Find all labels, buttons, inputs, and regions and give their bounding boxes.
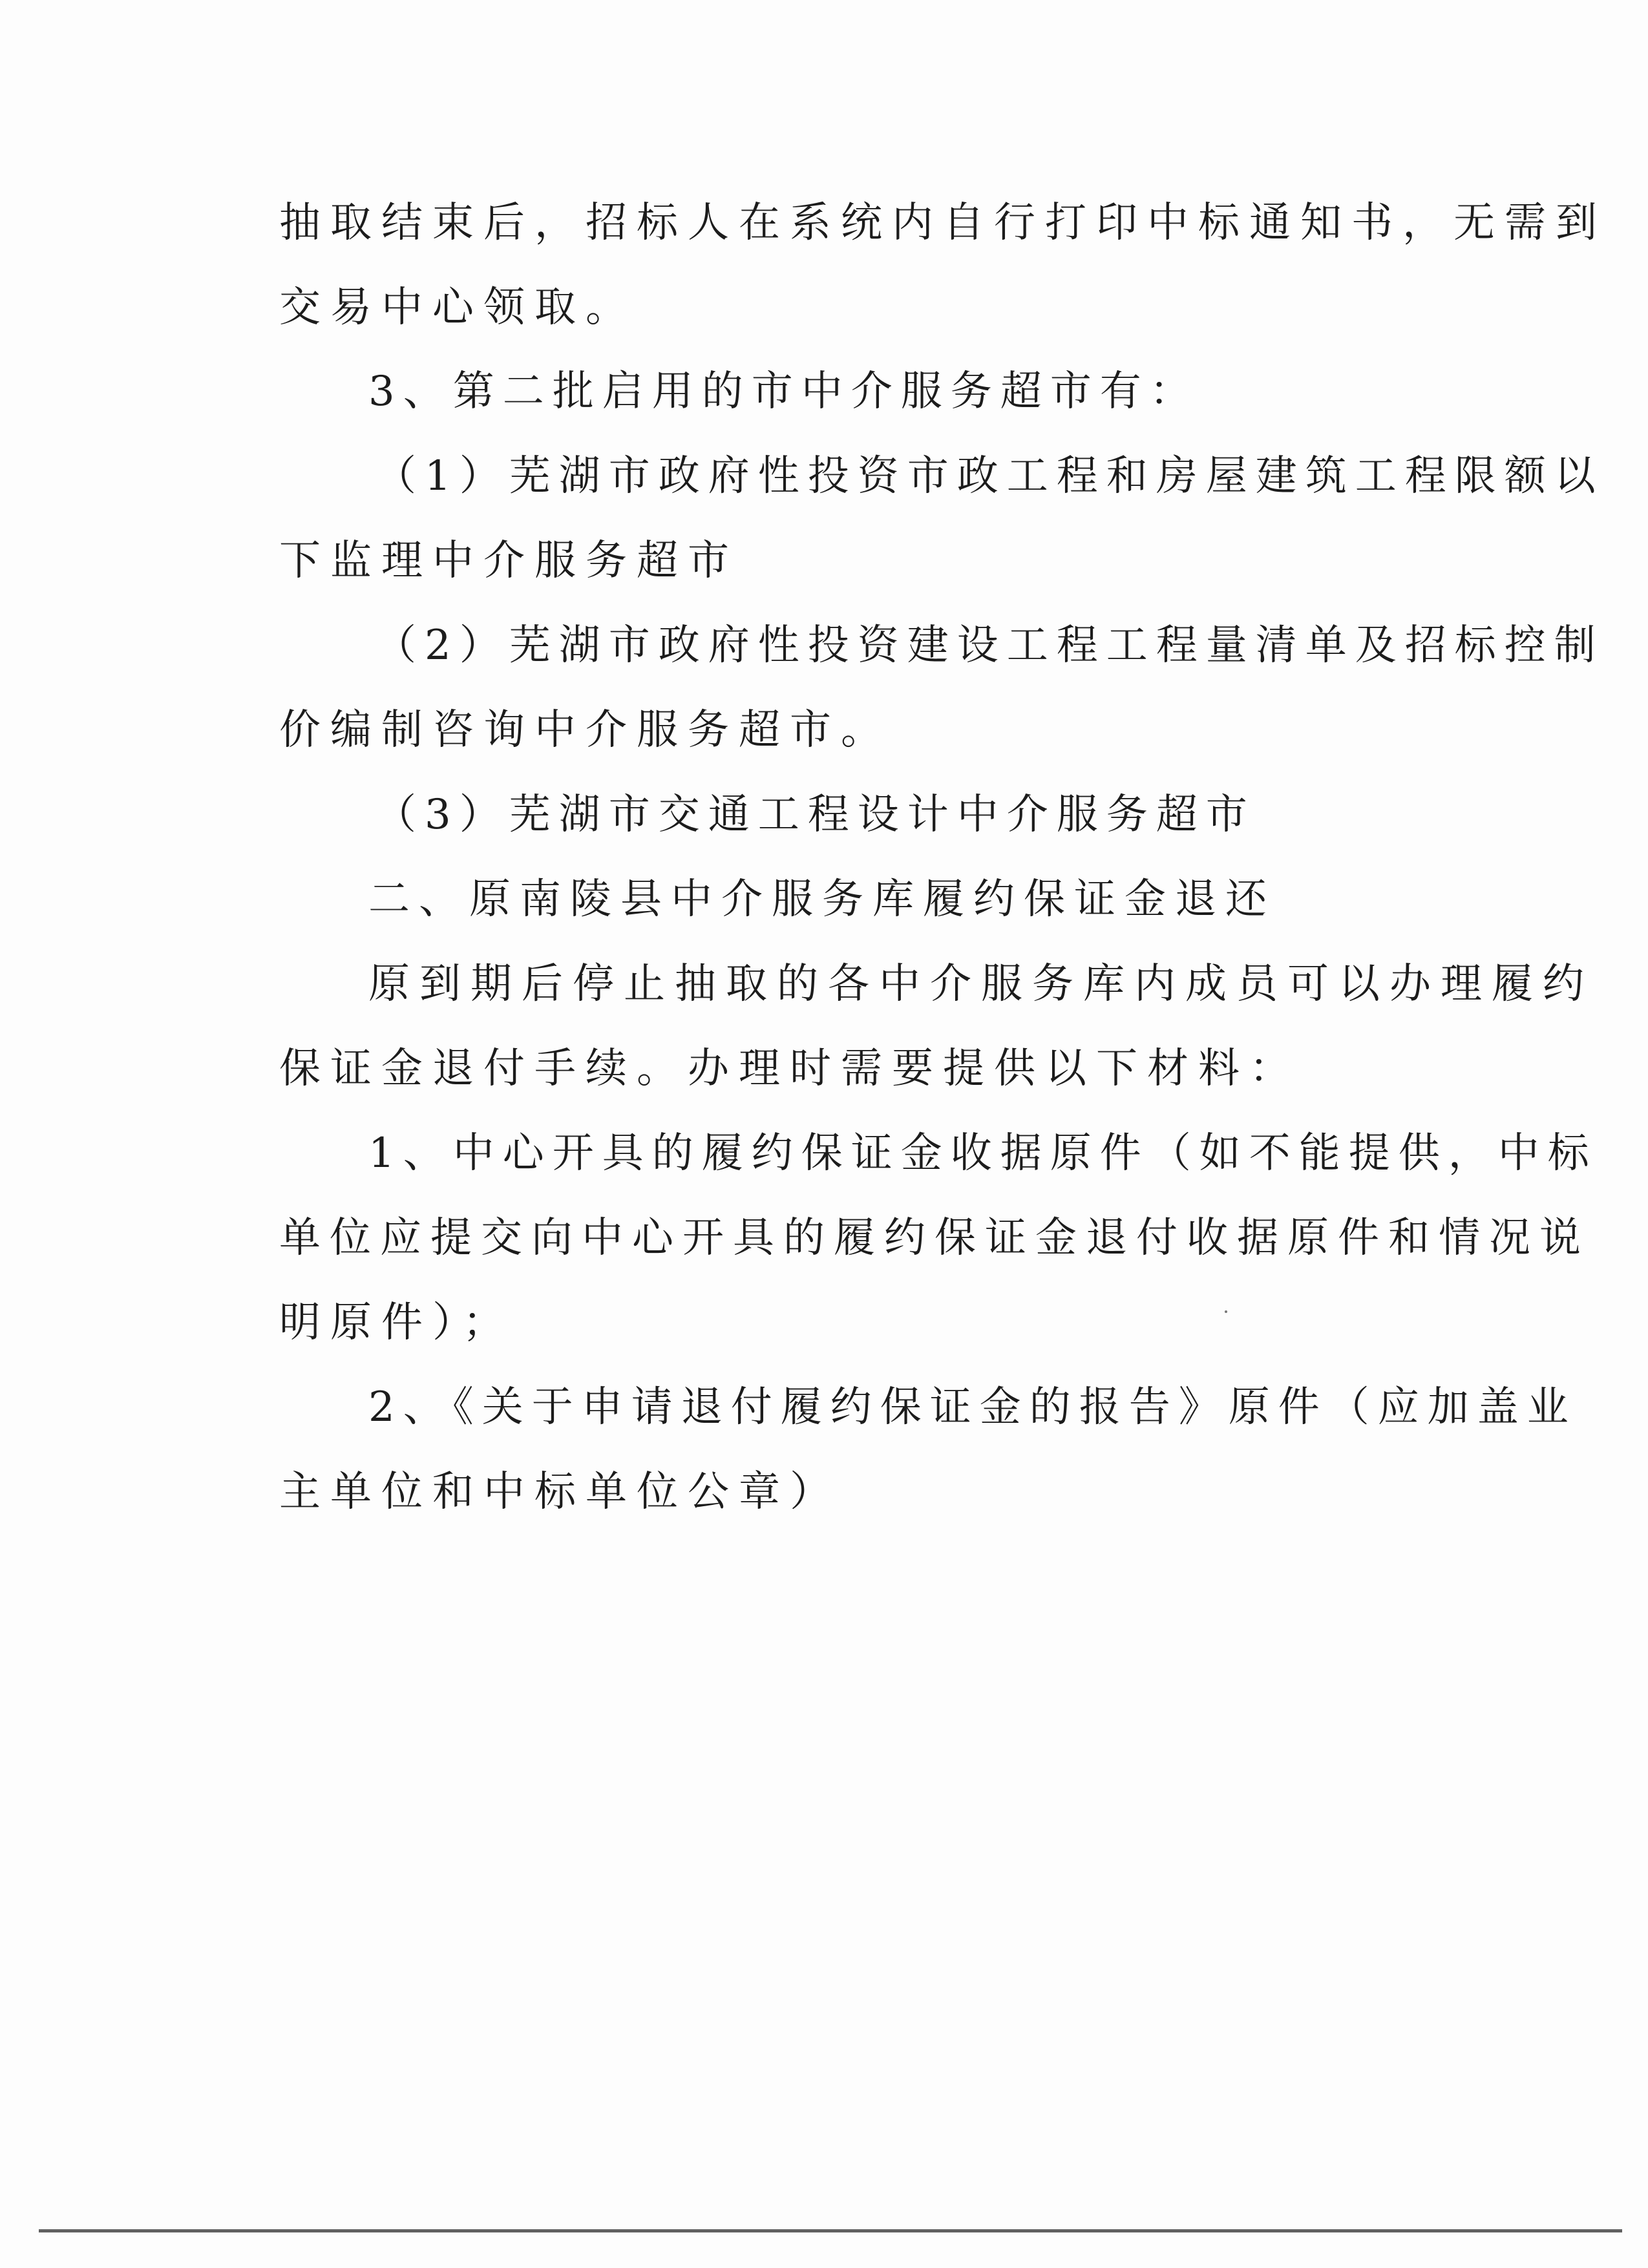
text-line: 保证金退付手续。办理时需要提供以下材料： bbox=[279, 1045, 1300, 1093]
list-item: （3）芜湖市交通工程设计中介服务超市 bbox=[375, 791, 1256, 839]
text-line: 单位应提交向中心开具的履约保证金退付收据原件和情况说 bbox=[279, 1214, 1590, 1262]
list-item: （1）芜湖市政府性投资市政工程和房屋建筑工程限额以 bbox=[375, 452, 1604, 500]
text-line: 原到期后停止抽取的各中介服务库内成员可以办理履约 bbox=[368, 960, 1594, 1008]
text-line: 主单位和中标单位公章） bbox=[279, 1468, 841, 1516]
text-line: 价编制咨询中介服务超市。 bbox=[279, 706, 892, 754]
text-line: 交易中心领取。 bbox=[279, 284, 637, 331]
list-item-heading: 3、第二批启用的市中介服务超市有： bbox=[368, 368, 1199, 415]
list-item: （2）芜湖市政府性投资建设工程工程量清单及招标控制 bbox=[375, 622, 1604, 669]
text-line: 下监理中介服务超市 bbox=[279, 537, 739, 585]
scan-speck bbox=[1225, 1310, 1227, 1313]
scan-edge-line bbox=[39, 2229, 1622, 2232]
text-line: 明原件）； bbox=[279, 1299, 514, 1347]
list-item: 1、中心开具的履约保证金收据原件（如不能提供，中标 bbox=[368, 1129, 1598, 1177]
text-line: 抽取结束后，招标人在系统内自行打印中标通知书，无需到 bbox=[279, 199, 1607, 247]
section-heading: 二、原南陵县中介服务库履约保证金退还 bbox=[368, 876, 1276, 923]
list-item: 2、《关于申请退付履约保证金的报告》原件（应加盖业 bbox=[368, 1383, 1577, 1431]
